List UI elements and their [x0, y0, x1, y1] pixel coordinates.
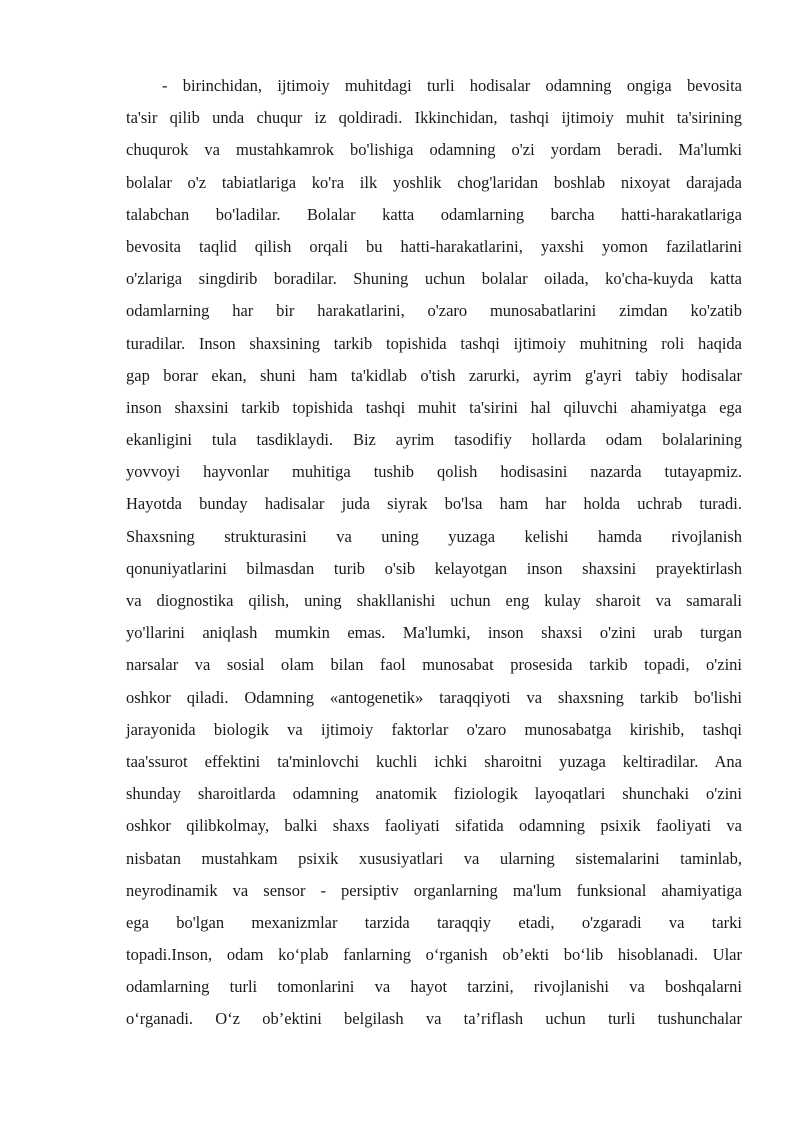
- text-line: oshkor qiladi. Odamning «antogenetik» taraqqiyoti va shaxsning tarkib bo'lishi: [126, 687, 742, 707]
- text-line: gap borar ekan, shuni ham ta'kidlab o'tish zarurki, ayrim g'ayri tabiy hodisalar: [126, 365, 742, 385]
- text-line: turadilar. Inson shaxsining tarkib topishida tashqi ijtimoiy muhitning roli haqida: [126, 333, 742, 353]
- body-paragraph: [126, 70, 742, 1036]
- text-line: odamlarning turli tomonlarini va hayot tarzini, rivojlanishi va boshqalarni: [126, 977, 742, 997]
- text-line: Hayotda bunday hadisalar juda siyrak bo'lsa ham har holda uchrab turadi.: [126, 494, 742, 514]
- text-line: yo'llarini aniqlash mumkin emas. Ma'lumki, inson shaxsi o'zini urab turgan: [126, 623, 742, 643]
- text-line: ekanligini tula tasdiklaydi. Biz ayrim tasodifiy hollarda odam bolalarining: [126, 430, 742, 450]
- text-line: bolalar o'z tabiatlariga ko'ra ilk yoshlik chog'laridan boshlab nixoyat darajada: [126, 172, 742, 192]
- text-line: - birinchidan, ijtimoiy muhitdagi turli hodisalar odamning ongiga bevosita: [162, 76, 742, 95]
- text-line: yovvoyi hayvonlar muhitiga tushib qolish hodisasini nazarda tutayapmiz.: [126, 462, 742, 482]
- text-line: ega bo'lgan mexanizmlar tarzida taraqqiy etadi, o'zgaradi va tarki: [126, 912, 742, 932]
- text-line: jarayonida biologik va ijtimoiy faktorlar o'zaro munosabatga kirishib, tashqi: [126, 719, 742, 739]
- text-line: oshkor qilibkolmay, balki shaxs faoliyati sifatida odamning psixik faoliyati va: [126, 816, 742, 836]
- text-line: inson shaxsini tarkib topishida tashqi muhit ta'sirini hal qiluvchi ahamiyatga ega: [126, 397, 742, 417]
- text-line: bevosita taqlid qilish orqali bu hatti-harakatlarini, yaxshi yomon fazilatlarini: [126, 236, 742, 256]
- text-line: shunday sharoitlarda odamning anatomik fiziologik layoqatlari shunchaki o'zini: [126, 784, 742, 804]
- text-line: chuqurok va mustahkamrok bo'lishiga odamning o'zi yordam beradi. Ma'lumki: [126, 140, 742, 160]
- text-line: qonuniyatlarini bilmasdan turib o'sib kelayotgan inson shaxsini prayektirlash: [126, 558, 742, 578]
- text-line: nisbatan mustahkam psixik xususiyatlari va ularning sistemalarini taminlab,: [126, 848, 742, 868]
- text-line: taa'ssurot effektini ta'minlovchi kuchli ichki sharoitni yuzaga keltiradilar. Ana: [126, 751, 742, 771]
- text-line: odamlarning har bir harakatlarini, o'zaro munosabatlarini zimdan ko'zatib: [126, 301, 742, 321]
- text-line: Shaxsning strukturasini va uning yuzaga kelishi hamda rivojlanish: [126, 526, 742, 546]
- text-line: neyrodinamik va sensor - persiptiv organlarning ma'lum funksional ahamiyatiga: [126, 880, 742, 900]
- text-line: o'zlariga singdirib boradilar. Shuning uchun bolalar oilada, ko'cha-kuyda katta: [126, 269, 742, 289]
- text-line: talabchan bo'ladilar. Bolalar katta odamlarning barcha hatti-harakatlariga: [126, 204, 742, 224]
- text-line: narsalar va sosial olam bilan faol munosabat prosesida tarkib topadi, o'zini: [126, 655, 742, 675]
- text-line: ta'sir qilib unda chuqur iz qoldiradi. Ikkinchidan, tashqi ijtimoiy muhit ta'sirining: [126, 108, 742, 128]
- text-line: topadi.Inson, odam ko‘plab fanlarning o‘rganish ob’ekti bo‘lib hisoblanadi. Ular: [126, 945, 742, 965]
- text-line: o‘rganadi. O‘z ob’ektini belgilash va ta’riflash uchun turli tushunchalar: [126, 1009, 742, 1029]
- text-line: va diognostika qilish, uning shakllanishi uchun eng kulay sharoit va samarali: [126, 591, 742, 610]
